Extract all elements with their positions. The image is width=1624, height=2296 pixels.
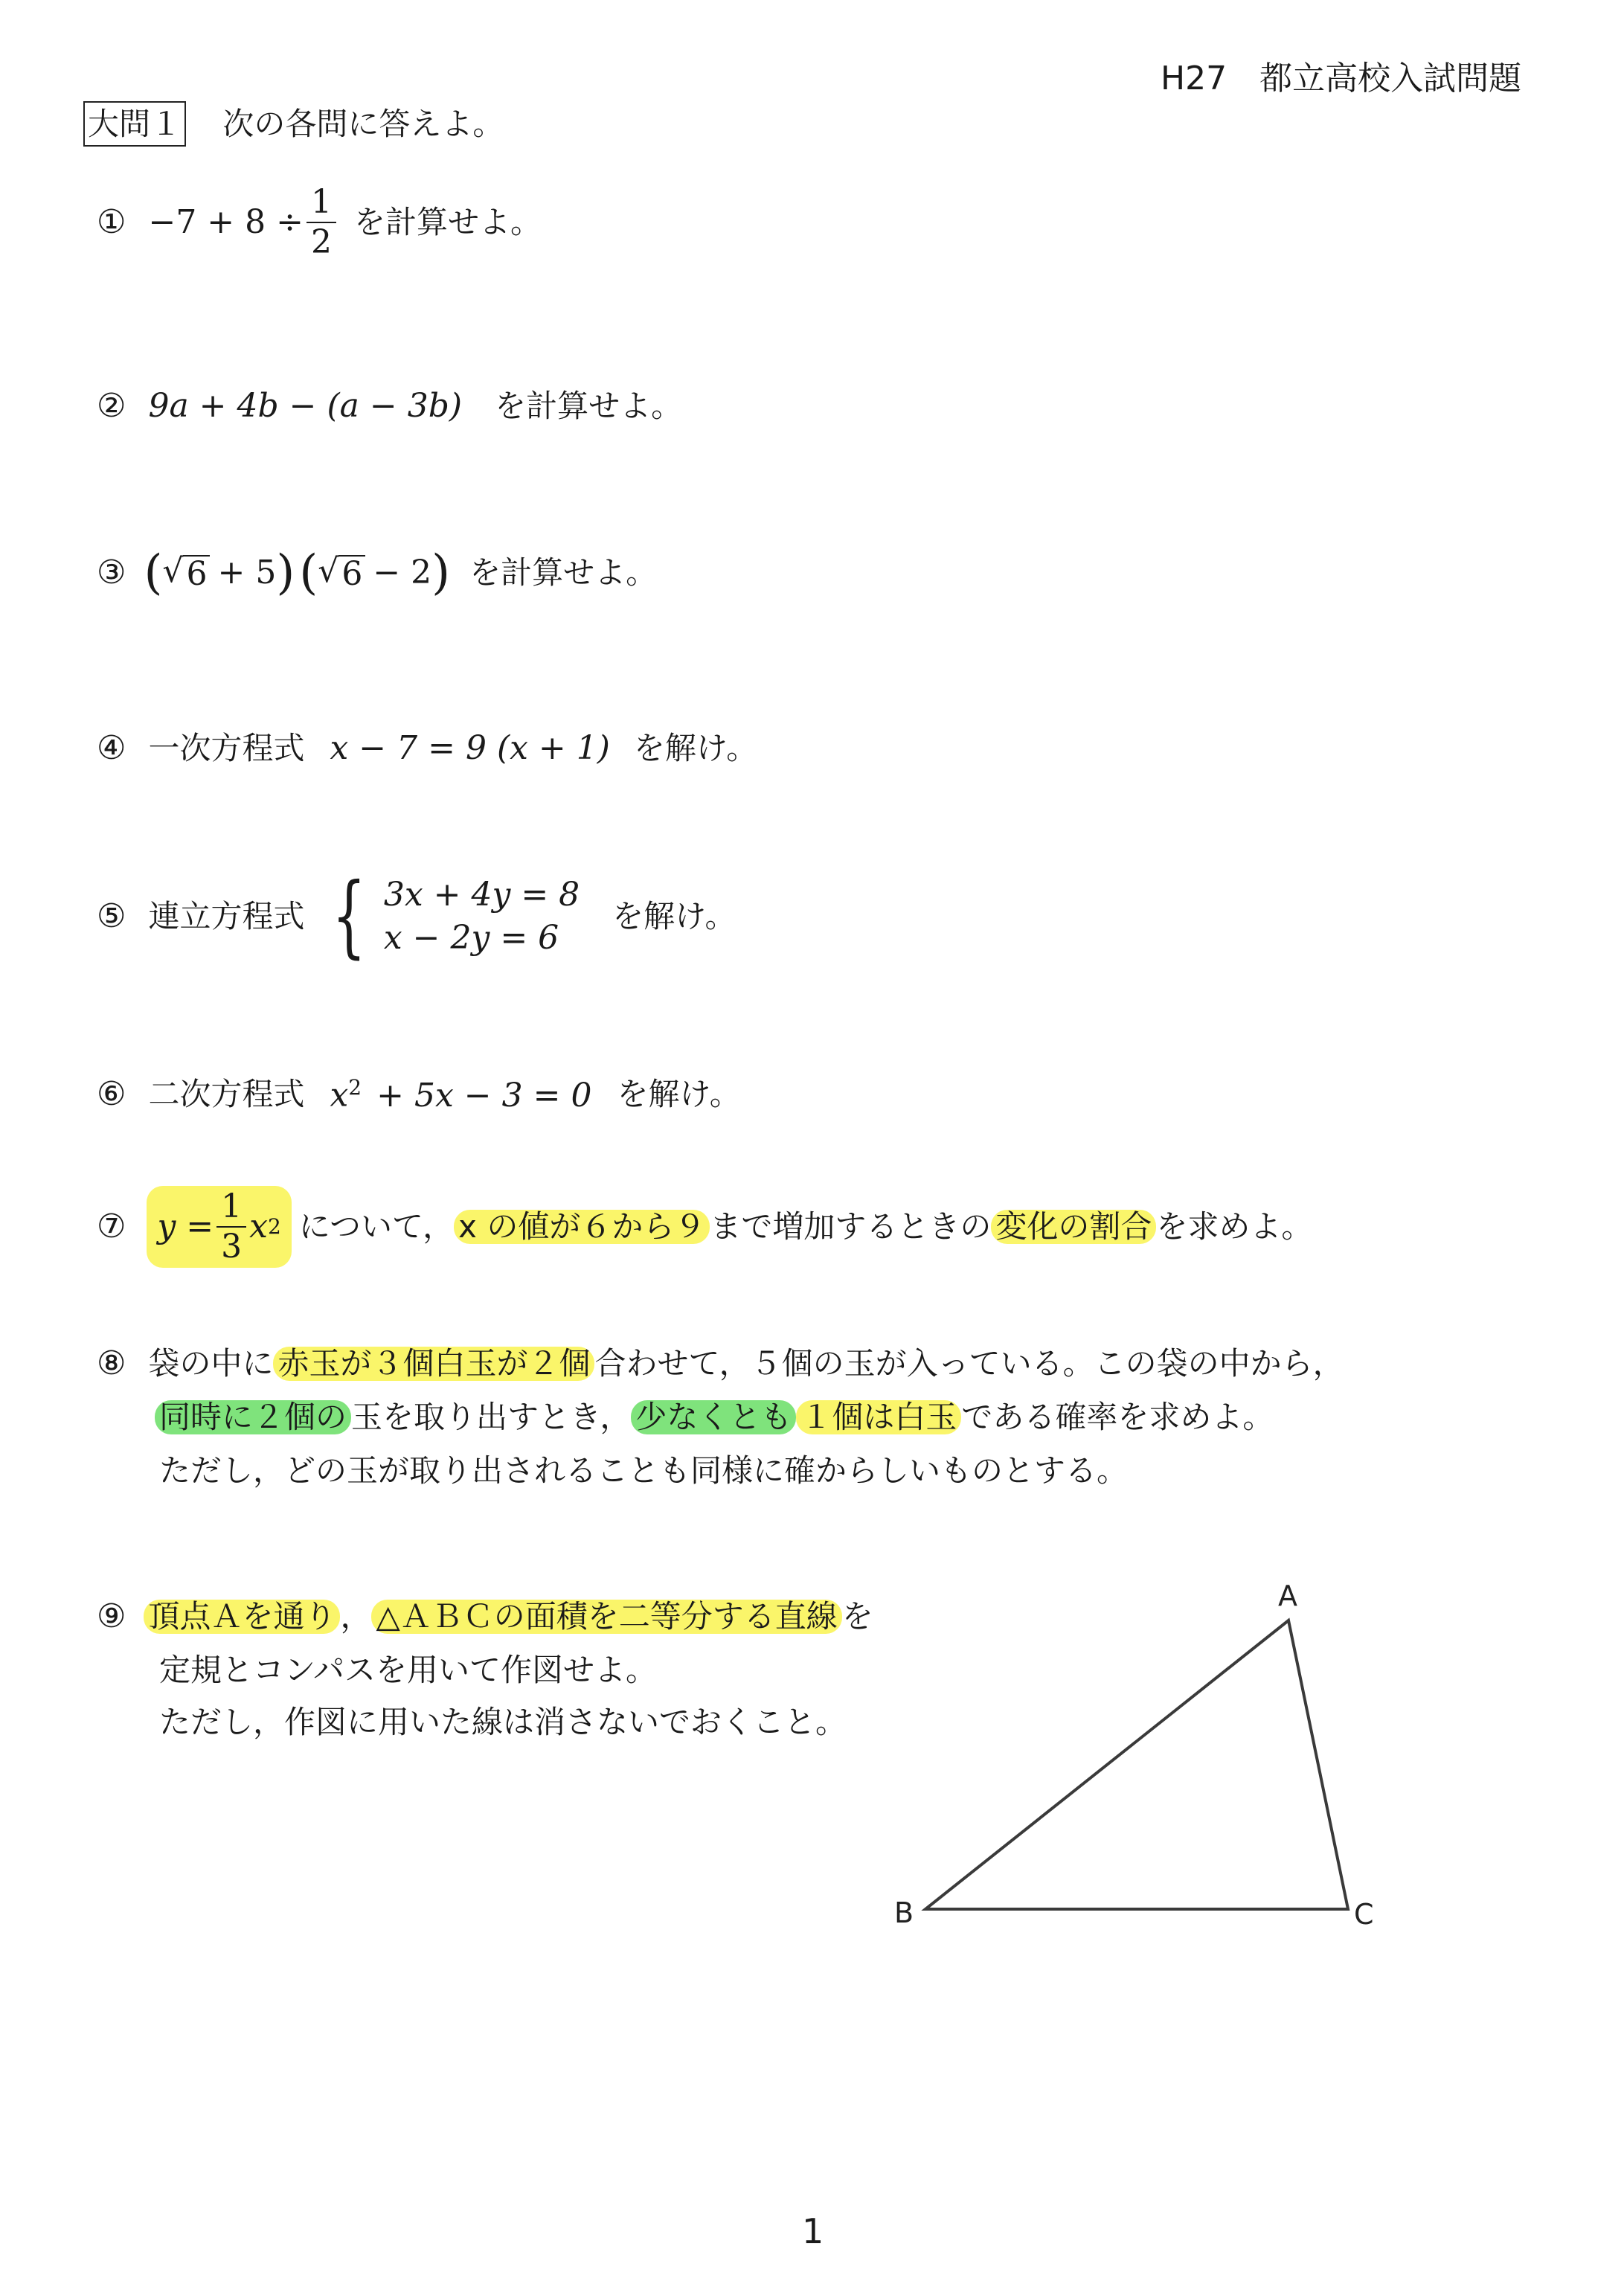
math-expression: x − 7 = 9 (x + 1): [330, 729, 610, 767]
problem-number: ⑦: [97, 1208, 126, 1245]
problem-8: ⑧ 袋の中に 赤玉が３個白玉が２個 合わせて，５個の玉が入っている。この袋の中から， 同時に２個の 玉を取り出すとき， 少なくとも １個は白玉 である確率を求めよ。 ただし，どの玉が取り出されることも同様に確からしいものとする。: [97, 1344, 1344, 1489]
problem-number: ⑤: [97, 897, 126, 935]
text: ただし，作図に用いた線は消さないでおくこと。: [159, 1704, 847, 1740]
fraction: $\frac{1}{3}$: [216, 1190, 246, 1263]
problem-3: [97, 545, 658, 600]
problem-6: [97, 1075, 741, 1115]
highlight-yellow: 赤玉が３個白玉が２個: [273, 1347, 594, 1381]
problem-instruction: を計算せよ。: [469, 554, 658, 591]
equation-system: [321, 865, 580, 968]
text: ただし，どの玉が取り出されることも同様に確からしいものとする。: [159, 1452, 1129, 1489]
problem-number: ⑧: [97, 1344, 126, 1382]
highlight-green: 同時に２個の: [155, 1400, 351, 1434]
problem-instruction: を計算せよ。: [354, 204, 542, 240]
equation-line: 3x + 4y = 8: [383, 876, 580, 914]
problem-9: ⑨ 頂点Ａを通り ， △ＡＢＣの面積を二等分する直線 を 定規とコンパスを用いて作図せよ。 ただし，作図に用いた線は消さないでおくこと。: [97, 1597, 873, 1740]
triangle-abc: [925, 1620, 1348, 1909]
text: 定規とコンパスを用いて作図せよ。: [159, 1652, 658, 1688]
vertex-label-a: A: [1278, 1580, 1297, 1612]
fraction-numerator: 1: [306, 186, 336, 223]
highlight-yellow: △ＡＢＣの面積を二等分する直線: [371, 1600, 841, 1634]
problem-7: [97, 1186, 1312, 1268]
section-label: 大問１: [83, 101, 186, 147]
highlight-yellow: y = $\frac{1}{3}$ x 2: [147, 1186, 291, 1268]
problem-5: [97, 865, 736, 968]
text: について，: [298, 1208, 455, 1245]
section-heading: [83, 106, 504, 142]
problem-4: [97, 729, 758, 767]
math-expression: 9a + 4b − (a − 3b): [148, 387, 463, 425]
problem-instruction: を解け。: [633, 730, 758, 766]
highlight-yellow: １個は白玉: [796, 1400, 961, 1434]
highlight-yellow: 頂点Ａを通り: [144, 1600, 340, 1634]
problem-number: ⑨: [97, 1597, 126, 1635]
section-instruction: 次の各問に答えよ。: [222, 106, 504, 142]
problem-instruction: を解け。: [612, 898, 736, 934]
problem-label: 連立方程式: [148, 898, 305, 934]
fraction: [306, 183, 336, 261]
problem-number: ⑥: [97, 1075, 126, 1114]
problem-label: 一次方程式: [148, 730, 305, 766]
vertex-label-c: C: [1354, 1898, 1374, 1931]
math-expression: $x^2 + 5x - 3 = 0$: [330, 1075, 592, 1115]
highlight-yellow: 変化の割合: [991, 1210, 1156, 1244]
problem-number: ②: [97, 387, 126, 425]
problem-number: ①: [97, 203, 126, 241]
problem-instruction: を計算せよ。: [495, 388, 683, 424]
text: を求めよ。: [1156, 1208, 1313, 1245]
page-number: 1: [802, 2211, 824, 2251]
triangle-figure: [878, 1562, 1399, 1934]
problem-number: ③: [97, 554, 126, 591]
vertex-label-b: B: [894, 1896, 914, 1929]
fraction-denominator: 2: [311, 223, 333, 261]
page-header-title: H27 都立高校入試問題: [1161, 60, 1522, 97]
sqrt: √ 6: [318, 555, 365, 591]
highlight-green: 少なくとも: [631, 1400, 796, 1434]
math-expression: −7 + 8 ÷: [148, 203, 304, 241]
text: まで増加するときの: [710, 1208, 992, 1245]
equation-line: x − 2y = 6: [383, 919, 559, 957]
sqrt: √ 6: [162, 555, 210, 591]
problem-1: [97, 183, 542, 261]
highlight-yellow: x の値が６から９: [454, 1210, 710, 1244]
brace-icon: {: [332, 865, 367, 968]
math-expression: ( √ 6 + 5 ) ( √ 6 − 2 ): [144, 545, 451, 600]
problem-label: 二次方程式: [148, 1076, 305, 1113]
problem-instruction: を解け。: [617, 1076, 741, 1113]
problem-number: ④: [97, 729, 126, 767]
problem-2: [97, 387, 683, 425]
